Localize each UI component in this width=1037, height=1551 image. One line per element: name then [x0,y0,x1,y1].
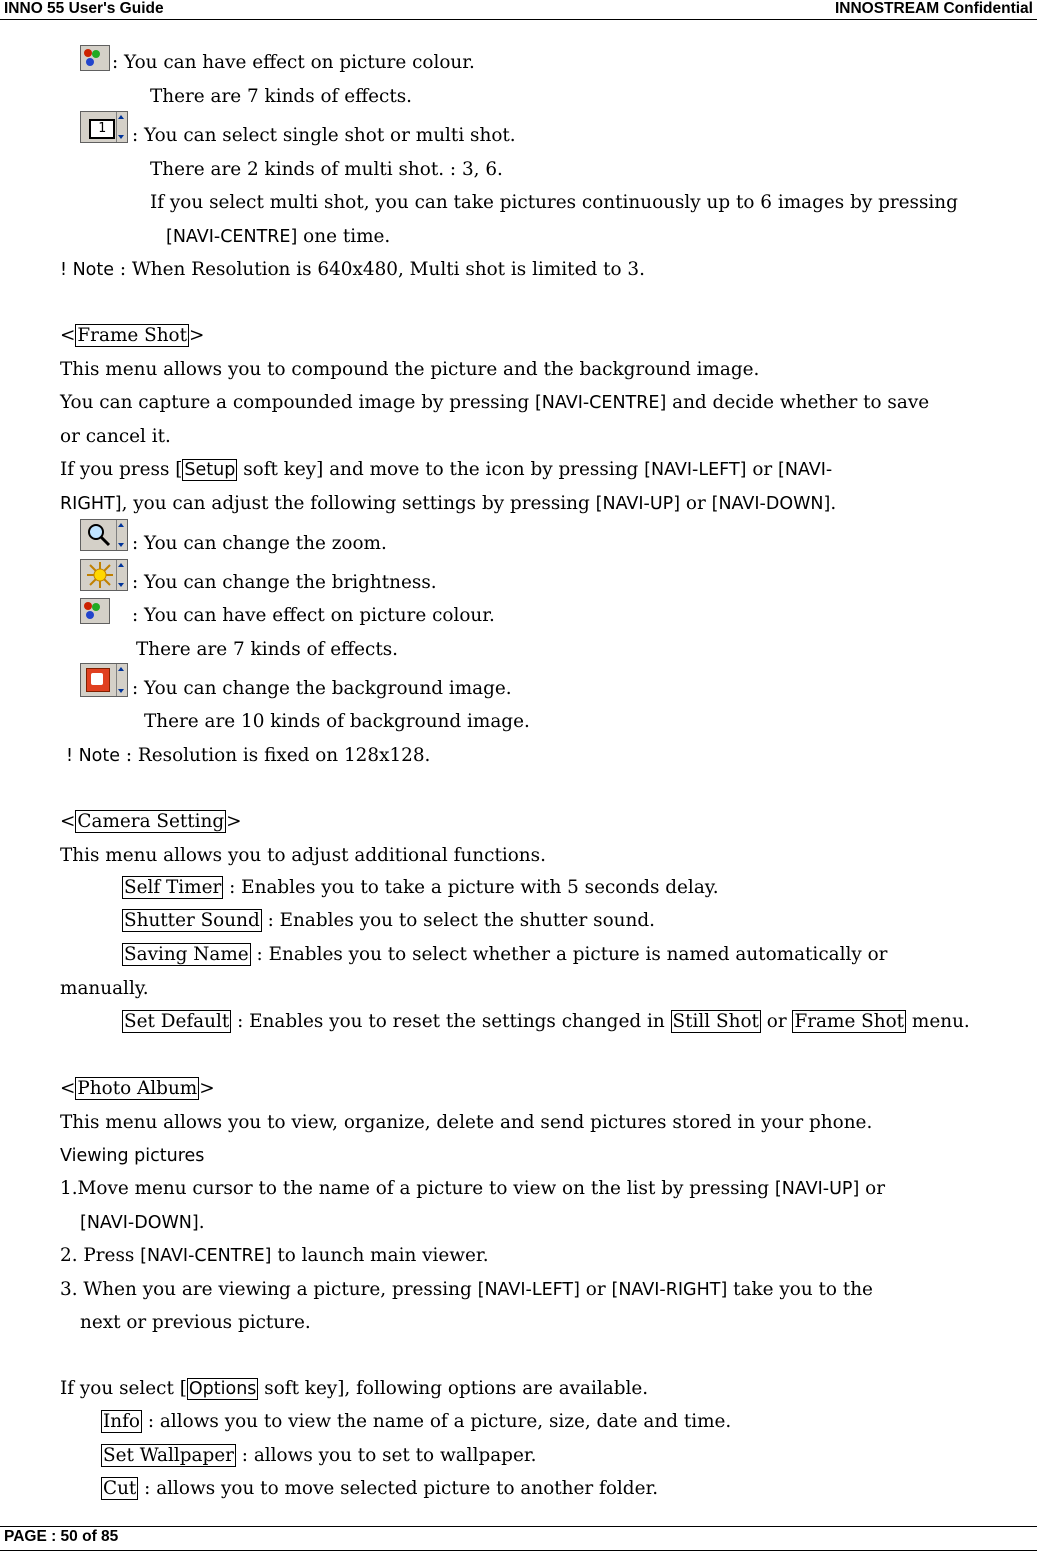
info-line [101,1410,731,1434]
effect-count: There are 7 kinds of effects. [150,86,413,107]
step3-text: 3. When you are viewing a picture, pressing [60,1279,478,1300]
background-desc: : You can change the background image. [132,678,512,699]
photo-album-heading: < Photo Album > [60,1078,215,1099]
camera-setting-intro: This menu allows you to adjust additional functions. [60,845,546,866]
key-navi-centre: [NAVI-CENTRE] [166,227,298,247]
photo-album-intro: This menu allows you to view, organize, delete and send pictures stored in your phone. [60,1112,873,1133]
effect-icon [80,598,110,624]
menu-text: menu. [906,1011,970,1032]
zoom-desc: : You can change the zoom. [132,533,387,554]
key-navi-left: [NAVI-LEFT] [477,1280,580,1300]
camera-setting-heading: < Camera Setting > [60,811,242,832]
effect-icon [80,45,110,71]
self-timer-line [122,876,719,900]
frame-shot-heading: < Frame Shot > [60,325,205,346]
still-note [60,258,645,282]
step2-tail: to launch main viewer. [271,1245,489,1266]
frame-effect-desc: : You can have effect on picture colour. [132,605,495,626]
key-navi-centre: [NAVI-CENTRE] [140,1246,272,1266]
options-tail: soft key], following options are available. [258,1378,649,1399]
set-wallpaper-label: Set Wallpaper [103,1445,234,1466]
saving-name-label: Saving Name [124,944,249,965]
frame-shot-line2 [60,391,929,415]
header-confidential: INNOSTREAM Confidential [834,0,1033,17]
frame-line5a: , you can adjust the following settings by pressing [121,493,596,514]
set-default-line [122,1010,970,1034]
cut-label: Cut [103,1478,137,1499]
or-text: or [760,1011,793,1032]
self-timer-label: Self Timer [124,877,222,898]
step-1-cont [80,1211,205,1235]
step1-end: . [198,1212,205,1233]
still-shot-ref: Still Shot [672,1011,759,1032]
step2-text: 2. Press [60,1245,141,1266]
frame-line2b: and decide whether to save [666,392,930,413]
frame-line4a: If you press [ [60,459,183,480]
step-3 [60,1278,873,1302]
frame-line5b: or [680,493,712,514]
frame-shot-title: Frame Shot [77,325,188,346]
key-navi-centre: [NAVI-CENTRE] [534,393,667,413]
note-text: : Resolution is fixed on 128x128. [120,745,431,766]
page-footer [0,1526,1037,1551]
note-text: : When Resolution is 640x480, Multi shot is limited to 3. [114,259,645,280]
frame-shot-line3: or cancel it. [60,426,171,447]
set-default-desc: : Enables you to reset the settings changed in [231,1011,671,1032]
saving-name-line [122,943,887,967]
note-label: ! Note [60,260,115,280]
page-number: PAGE : 50 of 85 [4,1528,119,1545]
set-default-label: Set Default [124,1011,230,1032]
cut-desc: : allows you to move selected picture to another folder. [138,1478,659,1499]
frame-shot-line1: This menu allows you to compound the picture and the background image. [60,359,760,380]
brightness-desc: : You can change the brightness. [132,572,437,593]
frame-background-icon [80,663,128,697]
options-text: If you select [ [60,1378,187,1399]
step3-tail: take you to the [727,1279,873,1300]
set-wallpaper-desc: : allows you to set to wallpaper. [235,1445,537,1466]
setup-soft-key: Setup [184,460,236,480]
key-navi-right-part1: [NAVI- [778,460,833,480]
key-navi-down: [NAVI-DOWN] [711,494,831,514]
step-3-cont: next or previous picture. [80,1312,311,1333]
set-wallpaper-line [101,1444,536,1468]
viewing-pictures-subheading: Viewing pictures [60,1146,205,1166]
key-navi-up: [NAVI-UP] [595,494,681,514]
photo-album-title: Photo Album [77,1078,198,1099]
self-timer-desc: : Enables you to take a picture with 5 seconds delay. [223,877,719,898]
key-navi-up: [NAVI-UP] [774,1179,860,1199]
key-navi-right: [NAVI-RIGHT] [611,1280,728,1300]
camera-setting-title: Camera Setting [77,811,225,832]
step-2 [60,1244,489,1268]
frame-note [66,744,430,768]
step3-or: or [579,1279,612,1300]
frame-effect-count: There are 7 kinds of effects. [136,639,399,660]
page-header [0,0,1037,20]
multi-shot-detail: If you select multi shot, you can take pictures continuously up to 6 images by pressing [150,192,958,213]
key-navi-right-part2: RIGHT] [60,494,122,514]
effect-desc: : You can have effect on picture colour. [112,52,475,73]
frame-shot-line4 [60,458,832,482]
shutter-sound-line [122,909,655,933]
background-count: There are 10 kinds of background image. [144,711,530,732]
key-navi-down: [NAVI-DOWN] [80,1213,199,1233]
frame-shot-ref: Frame Shot [794,1011,905,1032]
info-desc: : allows you to view the name of a picture, size, date and time. [142,1411,732,1432]
step1-or: or [859,1178,886,1199]
frame-line5c: . [830,493,837,514]
key-navi-left: [NAVI-LEFT] [644,460,747,480]
step-1 [60,1177,885,1201]
zoom-icon [80,519,128,551]
frame-line4c: or [746,459,779,480]
options-line [60,1377,648,1401]
saving-name-desc: : Enables you to select whether a picture is named automatically or [250,944,888,965]
shutter-sound-desc: : Enables you to select the shutter sound. [261,910,655,931]
multi-shot-icon: 1 [80,111,128,143]
shutter-sound-label: Shutter Sound [124,910,260,931]
cut-line [101,1477,658,1501]
brightness-icon [80,559,128,591]
frame-line4b: soft key] and move to the icon by pressing [237,459,645,480]
multi-shot-key-tail: one time. [297,226,391,247]
multi-shot-desc: : You can select single shot or multi shot. [132,125,516,146]
info-label: Info [103,1411,140,1432]
multi-shot-count: There are 2 kinds of multi shot. : 3, 6. [150,159,503,180]
options-soft-key: Options [188,1379,257,1399]
frame-line2a: You can capture a compounded image by pressing [60,392,535,413]
saving-name-cont: manually. [60,978,149,999]
note-label: ! Note [66,746,121,766]
frame-shot-line5 [60,492,836,516]
header-title: INNO 55 User's Guide [4,0,164,17]
multi-shot-key-line [166,225,390,249]
step1-text: 1.Move menu cursor to the name of a picture to view on the list by pressing [60,1178,775,1199]
